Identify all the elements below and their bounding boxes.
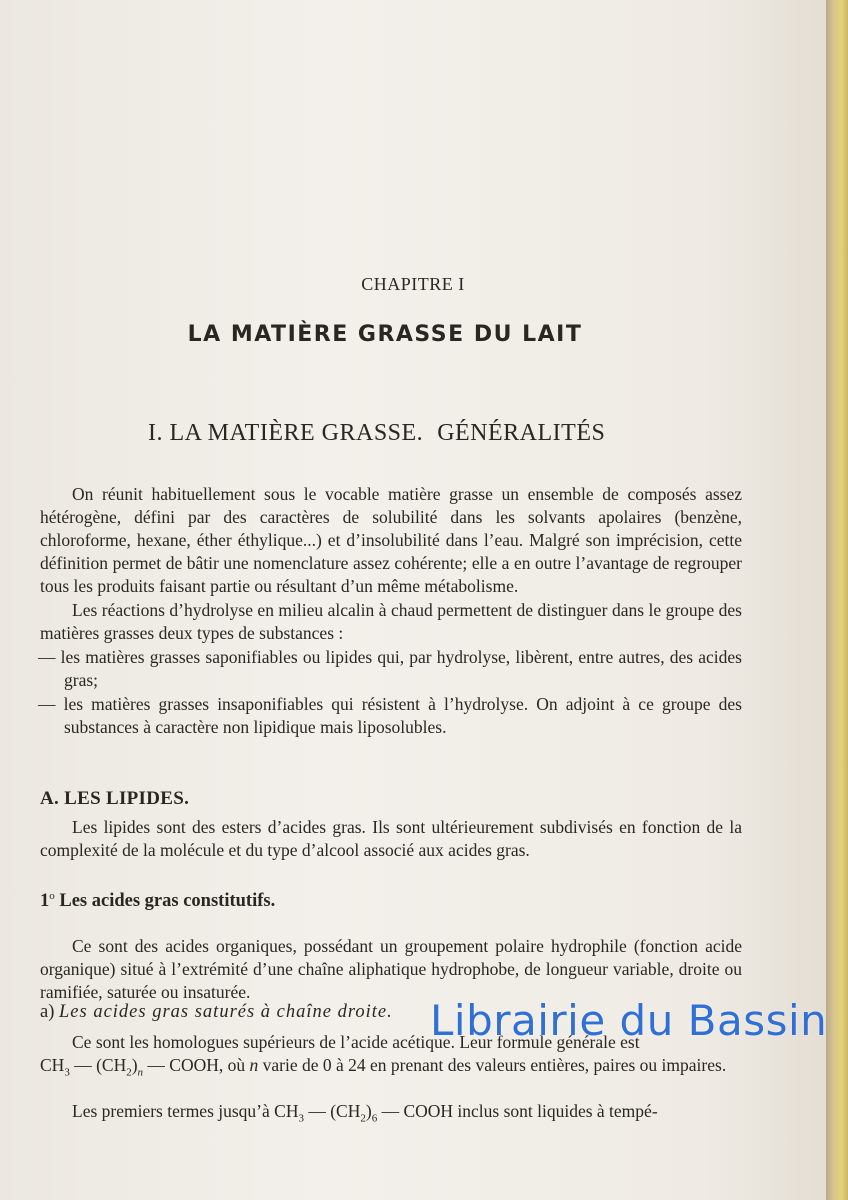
heading-satures: a) Les acides gras saturés à chaîne droite. (40, 1002, 393, 1022)
heading-acides-gras: 1$^o$ Les acides gras constitutifs. (40, 890, 276, 912)
chapter-title: LA MATIÈRE GRASSE DU LAIT (187, 322, 583, 347)
premiers-paragraph: Les premiers termes jusqu’à $CH_3$ — $(CH_2)_6$ — COOH inclus sont liquides à tempé- (72, 1101, 658, 1125)
list-item: — les matières grasses insaponifiables qui résistent à l’hydrolyse. On adjoint à ce groupe des substances à caractère non lipidique mais liposolubles. (38, 694, 742, 737)
lipides-paragraph: Les lipides sont des esters d’acides gras. Ils sont ultérieurement subdivisés en fonction de la complexité de la molécule et du type d’alcool associé aux acides gras. (40, 817, 742, 860)
hydrolyse-paragraph: Les réactions d’hydrolyse en milieu alcalin à chaud permettent de distinguer dans le groupe des matières grasses deux types de substances : (40, 600, 742, 643)
section-subtitle: GÉNÉRALITÉS (437, 420, 606, 446)
section-heading (148, 420, 605, 447)
section-number: I. LA MATIÈRE GRASSE. (148, 420, 424, 446)
page-edge (826, 0, 848, 1200)
heading-lipides: A. LES LIPIDES. (40, 788, 190, 809)
watermark: Librairie du Bassin (430, 996, 828, 1045)
chapter-label: CHAPITRE I (361, 274, 465, 294)
intro-paragraph: On réunit habituellement sous le vocable matière grasse un ensemble de composés assez hétérogène, défini par des caractères de solubilité dans les solvants apolaires (benzène, chloroforme, hexane, éther éthylique...) et d’insolubilité dans l’eau. Malgré son imprécision, cette définition permet de bâtir une nomenclature assez cohérente; elle a en outre l’avantage de regrouper tous les produits faisant partie ou résultant d’un même métabolisme. (40, 484, 742, 596)
formula-line: $CH_3$ — $(CH_2)_n$ — COOH, où n varie de 0 à 24 en prenant des valeurs entières, paires ou impaires. (40, 1055, 727, 1079)
acides-paragraph: Ce sont des acides organiques, possédant un groupement polaire hydrophile (fonction acide organique) situé à l’extrémité d’une chaîne aliphatique hydrophobe, de longueur variable, droite ou ramifiée, saturée ou insaturée. (40, 936, 742, 1002)
list-item: — les matières grasses saponifiables ou lipides qui, par hydrolyse, libèrent, entre autres, des acides gras; (38, 647, 742, 690)
homologues-paragraph: Ce sont les homologues supérieurs de l’acide acétique. Leur formule générale est (72, 1032, 640, 1052)
